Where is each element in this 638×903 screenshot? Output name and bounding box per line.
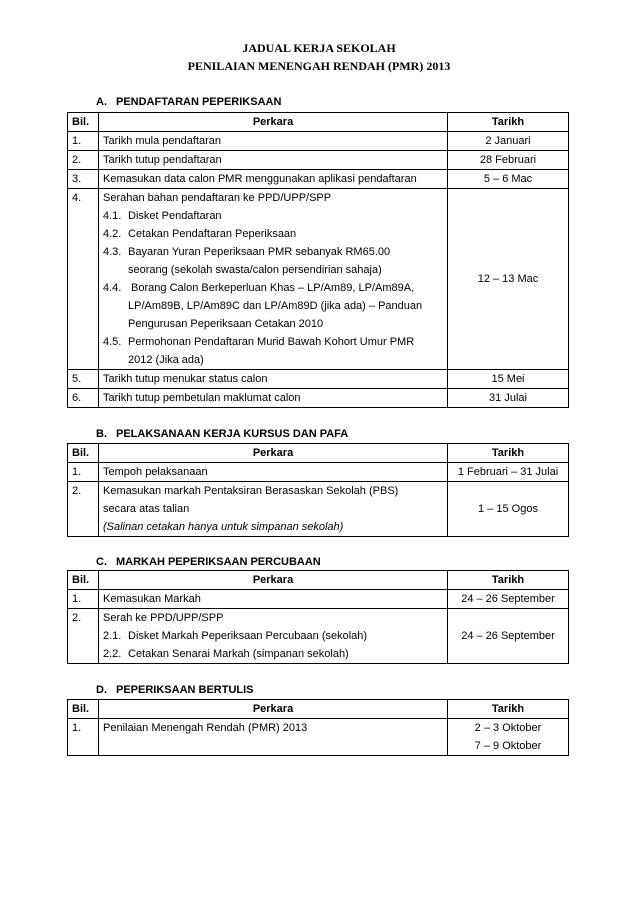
row-perkara: Tarikh mula pendaftaran (99, 132, 448, 151)
row-perkara: Tarikh tutup menukar status calon (99, 370, 448, 389)
row-tarikh: 24 – 26 September (448, 609, 569, 664)
sub-item: 4.5. Permohonan Pendaftaran Murid Bawah Kohort Umur PMR (103, 336, 415, 348)
sub-item-cont: seorang (sekolah swasta/calon persendirian sahaja) (128, 264, 382, 276)
table-row (68, 189, 569, 370)
row-perkara-cont: secara atas talian (103, 503, 190, 515)
row-bil: 1. (68, 590, 99, 609)
table-header-row (68, 444, 569, 463)
row-perkara: Kemasukan markah Pentaksiran Berasaskan Sekolah (PBS) (103, 485, 399, 497)
row-bil: 3. (68, 170, 99, 189)
header-bil: Bil. (68, 444, 99, 463)
row-bil: 5. (68, 370, 99, 389)
table-row (68, 719, 569, 756)
row-tarikh: 5 – 6 Mac (448, 170, 569, 189)
header-perkara: Perkara (99, 444, 448, 463)
section-d-letter: D. (96, 684, 107, 696)
row-bil: 6. (68, 389, 99, 408)
header-perkara: Perkara (99, 113, 448, 132)
row-tarikh: 1 Februari – 31 Julai (448, 463, 569, 482)
section-c-letter: C. (96, 556, 107, 568)
row-bil: 4. (68, 189, 99, 370)
sub-item: 4.1. Disket Pendaftaran (103, 210, 222, 222)
row-tarikh-multi (448, 719, 569, 756)
header-tarikh: Tarikh (448, 444, 569, 463)
row-tarikh: 31 Julai (448, 389, 569, 408)
row-bil: 2. (68, 482, 99, 537)
sub-item: 4.2. Cetakan Pendaftaran Peperiksaan (103, 228, 297, 240)
row-perkara: Kemasukan Markah (99, 590, 448, 609)
table-header-row (68, 571, 569, 590)
table-row (68, 590, 569, 609)
row-bil: 2. (68, 151, 99, 170)
sub-item: 4.4. Borang Calon Berkeperluan Khas – LP/Am89, LP/Am89A, (103, 282, 415, 294)
section-d-heading (96, 684, 254, 696)
table-row (68, 482, 569, 537)
section-c-heading (96, 556, 321, 568)
row-perkara: Tempoh pelaksanaan (99, 463, 448, 482)
section-a-letter: A. (96, 96, 107, 108)
row-bil: 1. (68, 132, 99, 151)
sub-item: 4.3. Bayaran Yuran Peperiksaan PMR sebanyak RM65.00 (103, 246, 391, 258)
row-perkara-multi (99, 609, 448, 664)
document-subtitle: PENILAIAN MENENGAH RENDAH (PMR) 2013 (187, 59, 451, 73)
header-tarikh: Tarikh (448, 571, 569, 590)
sub-item: 2.2. Cetakan Senarai Markah (simpanan sekolah) (103, 648, 349, 660)
section-b-letter: B. (96, 428, 107, 440)
section-c-title: MARKAH PEPERIKSAAN PERCUBAAN (116, 556, 321, 568)
table-row (68, 389, 569, 408)
row-perkara: Serahan bahan pendaftaran ke PPD/UPP/SPP (103, 192, 332, 204)
sub-item: 2.1. Disket Markah Peperiksaan Percubaan (sekolah) (103, 630, 368, 642)
row-bil: 2. (68, 609, 99, 664)
row-perkara-note: (Salinan cetakan hanya untuk simpanan sekolah) (103, 521, 344, 533)
section-a-heading (96, 96, 281, 108)
sub-item-cont: LP/Am89B, LP/Am89C dan LP/Am89D (jika ada) – Panduan (128, 300, 423, 312)
header-tarikh: Tarikh (448, 113, 569, 132)
header-perkara: Perkara (99, 571, 448, 590)
row-perkara-multi (99, 482, 448, 537)
header-perkara: Perkara (99, 700, 448, 719)
section-b-title: PELAKSANAAN KERJA KURSUS DAN PAFA (116, 428, 349, 440)
header-bil: Bil. (68, 113, 99, 132)
table-row (68, 609, 569, 664)
table-row (68, 151, 569, 170)
document-title: JADUAL KERJA SEKOLAH (242, 41, 396, 55)
section-c-table (67, 570, 569, 664)
table-row (68, 170, 569, 189)
row-tarikh: 28 Februari (448, 151, 569, 170)
section-b-table (67, 443, 569, 537)
section-d-table (67, 699, 569, 756)
row-tarikh: 24 – 26 September (448, 590, 569, 609)
header-tarikh: Tarikh (448, 700, 569, 719)
header-bil: Bil. (68, 700, 99, 719)
row-perkara: Tarikh tutup pembetulan maklumat calon (99, 389, 448, 408)
row-bil: 1. (68, 463, 99, 482)
row-tarikh: 12 – 13 Mac (448, 189, 569, 370)
row-tarikh: 7 – 9 Oktober (474, 740, 542, 752)
row-perkara: Penilaian Menengah Rendah (PMR) 2013 (99, 719, 448, 756)
row-tarikh: 2 – 3 Oktober (474, 722, 542, 734)
section-a-table (67, 112, 569, 408)
row-perkara: Tarikh tutup pendaftaran (99, 151, 448, 170)
sub-item-cont: Pengurusan Peperiksaan Cetakan 2010 (128, 318, 324, 330)
row-perkara: Kemasukan data calon PMR menggunakan aplikasi pendaftaran (99, 170, 448, 189)
section-d-title: PEPERIKSAAN BERTULIS (116, 684, 254, 696)
row-tarikh: 2 Januari (448, 132, 569, 151)
header-bil: Bil. (68, 571, 99, 590)
row-tarikh: 15 Mei (448, 370, 569, 389)
row-bil: 1. (68, 719, 99, 756)
row-tarikh: 1 – 15 Ogos (448, 482, 569, 537)
table-header-row (68, 700, 569, 719)
table-row (68, 370, 569, 389)
section-a-title: PENDAFTARAN PEPERIKSAAN (116, 96, 282, 108)
section-b-heading (96, 428, 348, 440)
table-row (68, 132, 569, 151)
row-perkara-multi (99, 189, 448, 370)
table-header-row (68, 113, 569, 132)
table-row (68, 463, 569, 482)
row-perkara: Serah ke PPD/UPP/SPP (103, 612, 224, 624)
sub-item-cont: 2012 (Jika ada) (128, 354, 204, 366)
